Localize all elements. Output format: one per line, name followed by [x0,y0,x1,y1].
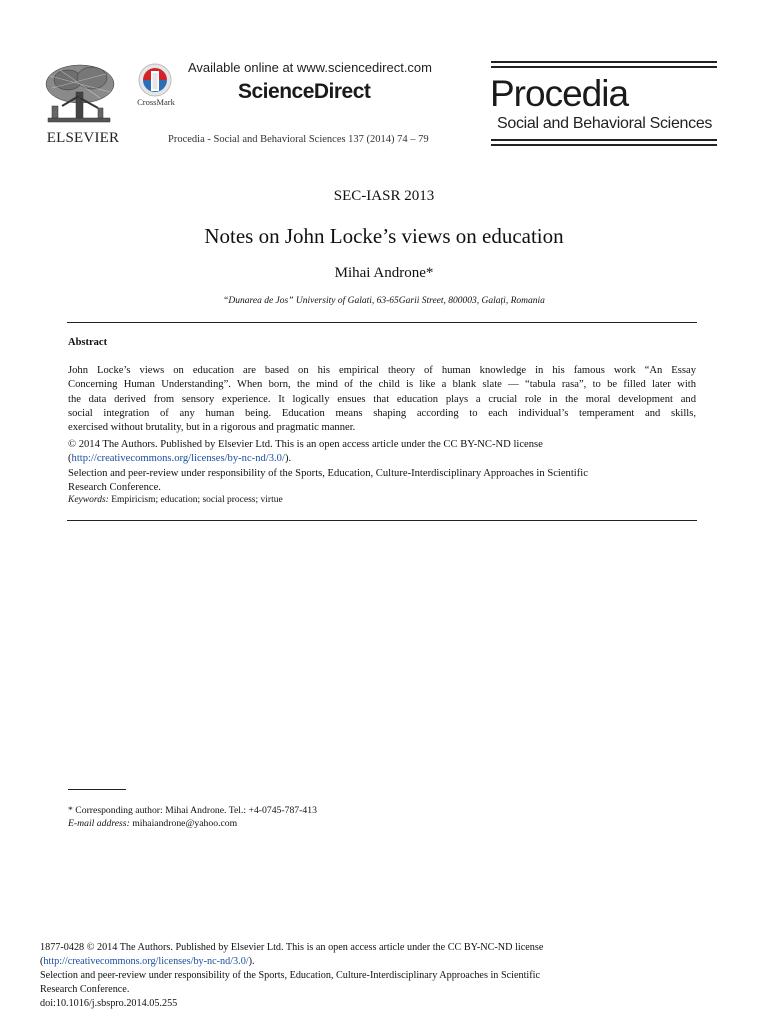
author-name: Mihai Androne* [334,265,434,281]
conference-name: SEC-IASR 2013 [333,188,435,204]
footnote-rule [68,789,126,790]
corresponding-author: * Corresponding author: Mihai Androne. Tel.: +4-0745-787-413 [68,805,317,816]
license-line: © 2014 The Authors. Published by Elsevier Ltd. This is an open access article under the CC BY-NC-ND license [68,439,543,450]
abstract-bottom-rule [67,520,697,521]
keywords-list: Empiricism; education; social process; virtue [108,495,283,505]
procedia-top-rule [491,61,717,63]
license-link-line: (http://creativecommons.org/licenses/by-nc-nd/3.0/). [68,453,292,465]
bottom-line: 1877-0428 © 2014 The Authors. Published by Elsevier Ltd. This is an open access article under the CC BY-NC-ND license [40,942,544,953]
abstract-line: Concerning Human Understanding”. When born, the mind of the child is like a blank slate — “tabula rasa”, to be filled later with [68,379,696,391]
abstract-heading: Abstract [68,337,108,348]
email-value: mihaiandrone@yahoo.com [129,818,238,829]
keywords-label: Keywords: [68,495,109,505]
available-online-text: Available online at www.sciencedirect.com [188,60,432,75]
author-affiliation: “Dunarea de Jos” University of Galati, 63-65Garii Street, 800003, Galați, Romania [223,296,545,306]
bottom-license-link[interactable]: http://creativecommons.org/licenses/by-nc-nd/3.0/ [43,956,249,967]
license-line: Research Conference. [68,481,161,493]
license-block [68,438,696,495]
sciencedirect-logo[interactable]: ScienceDirect [238,80,371,103]
email-label: E-mail address: [68,818,130,829]
abstract-line: social integration of any human being. Education means shaping according to each individual’s temperament and skills, [68,407,696,419]
license-link[interactable]: http://creativecommons.org/licenses/by-nc-nd/3.0/ [71,453,285,465]
crossmark-label: CrossMark [137,97,175,107]
journal-reference: Procedia - Social and Behavioral Sciences 137 (2014) 74 – 79 [168,134,429,145]
license-line: Selection and peer-review under responsibility of the Sports, Education, Culture-Interdisciplinary Approaches in Scientific [68,467,588,479]
elsevier-tree-icon [40,62,118,128]
doi: doi:10.1016/j.sbspro.2014.05.255 [40,998,178,1009]
abstract-line: John Locke’s views on education are based on his empirical theory of human knowledge in his famous work “An Essay [68,365,696,376]
bottom-line: Selection and peer-review under responsibility of the Sports, Education, Culture-Interdisciplinary Approaches in Scientific [40,970,540,981]
abstract-top-rule [67,322,697,323]
procedia-top-rule-2 [491,66,717,68]
bottom-copyright [40,941,730,1011]
abstract-body [68,364,696,435]
bottom-link-line: (http://creativecommons.org/licenses/by-nc-nd/3.0/). [40,956,255,967]
paper-title: Notes on John Locke’s views on education [204,224,564,248]
keywords [68,495,283,505]
procedia-title: Procedia [490,73,629,114]
abstract-line: the data derived from sensory experience. It logically ensues that education plays a crucial role in the moral development and [68,393,696,405]
procedia-subtitle: Social and Behavioral Sciences [497,115,713,132]
author-email [68,818,237,829]
bottom-line: Research Conference. [40,984,130,995]
elsevier-wordmark: ELSEVIER [46,130,120,146]
elsevier-logo [40,62,126,150]
procedia-bottom-rule-2 [491,144,717,146]
abstract-line: exercised without brutality, but in a rigorous and pragmatic manner. [68,422,356,434]
procedia-bottom-rule [491,139,717,141]
